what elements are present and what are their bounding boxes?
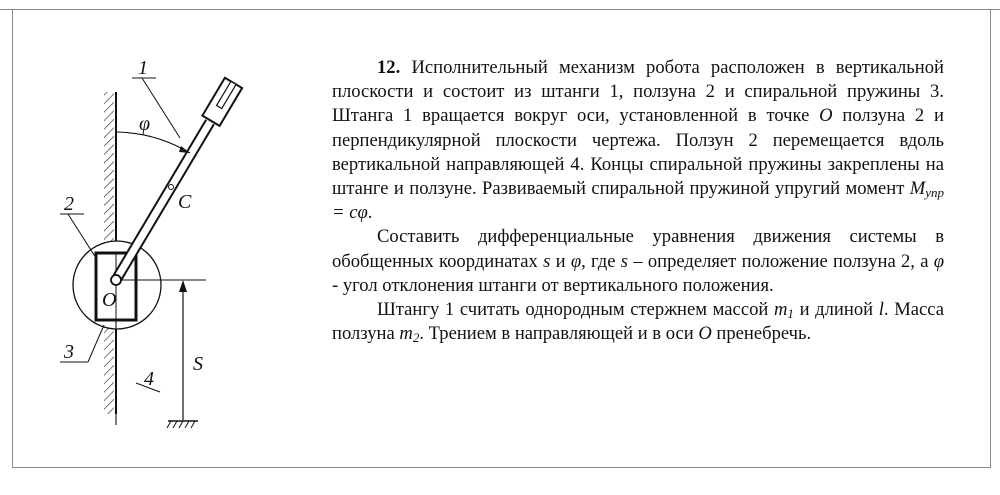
mechanism-figure (40, 40, 330, 450)
paragraph-2: Составить дифференциальные уравнения движения системы в обобщенных координатах s и φ, где s – определяет положение ползуна 2, а φ - угол отклонения штанги от вертикального положения. (332, 226, 945, 296)
label-1: 1 (138, 57, 148, 79)
label-2: 2 (64, 193, 74, 215)
label-s: S (193, 353, 203, 375)
point-c (169, 185, 174, 190)
angle-arc (116, 132, 190, 153)
label-o: O (102, 289, 117, 311)
paragraph-3: Штангу 1 считать однородным стержнем массой $m_1$ и длиной l. Масса ползуна $m_2$. Трением в направляющей и в оси O пренебречь. (332, 299, 944, 346)
label-3: 3 (64, 341, 74, 363)
rod (116, 122, 210, 280)
label-phi: φ (139, 113, 151, 135)
paragraph-1: 12. Исполнительный механизм робота расположен в вертикальной плоскости и состоит из штанги 1, ползуна 2 и спиральной пружины 3. Штанга 1 вращается вокруг оси, установленной в точке O ползуна 2 и перпендикулярной плоскости чертежа. Ползун 2 перемещается вдоль вертикальной направляющей 4. Концы спиральной пружины закреплены на штанге и ползуне. Развиваемый спиральной пружиной упругий момент $M_{упр} = c\varphi$. (332, 57, 944, 224)
problem-number: 12. (377, 57, 401, 78)
pivot-o (111, 275, 121, 285)
label-4: 4 (144, 368, 154, 390)
mechanism-diagram (40, 40, 330, 450)
problem-text (332, 56, 944, 346)
rod-gripper (202, 78, 242, 126)
moment-formula: $M_{упр} = c\varphi$ (332, 178, 944, 224)
label-c: C (178, 191, 192, 213)
